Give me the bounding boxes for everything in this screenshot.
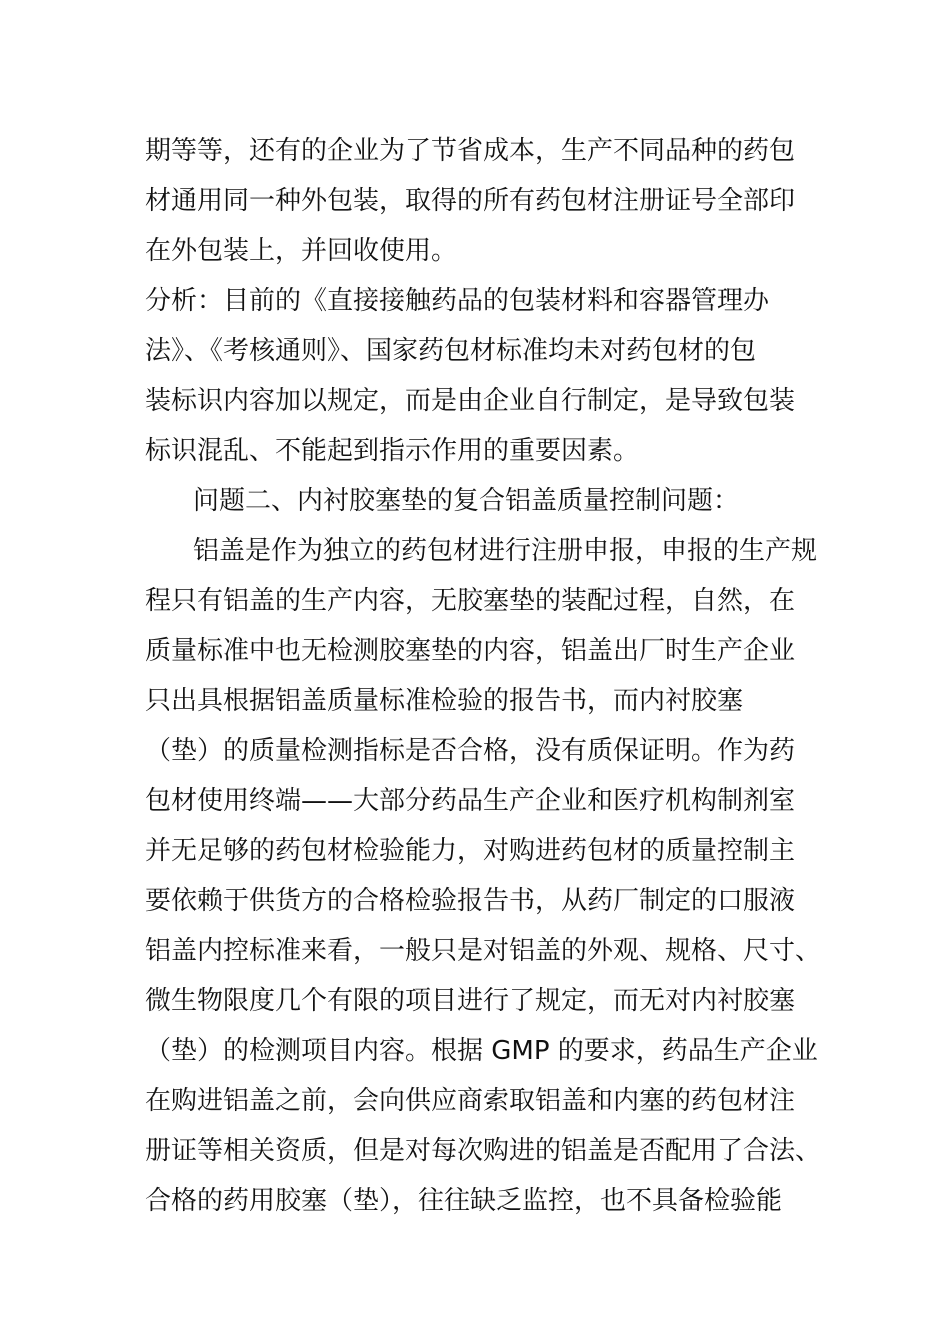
text-line: 质量标准中也无检测胶塞垫的内容，铝盖出厂时生产企业: [145, 636, 796, 666]
text-line: 装标识内容加以规定，而是由企业自行制定，是导致包装: [145, 386, 796, 416]
text-line: 微生物限度几个有限的项目进行了规定，而无对内衬胶塞: [145, 986, 796, 1016]
text-line: 并无足够的药包材检验能力，对购进药包材的质量控制主: [145, 836, 796, 866]
text-line: 合格的药用胶塞（垫），往往缺乏监控，也不具备检验能: [145, 1186, 783, 1216]
text-line: 期等等，还有的企业为了节省成本，生产不同品种的药包: [145, 136, 796, 166]
text-line: 铝盖内控标准来看，一般只是对铝盖的外观、规格、尺寸、: [145, 936, 822, 966]
text-line: 分析：目前的《直接接触药品的包装材料和容器管理办: [145, 286, 770, 316]
text-line: 标识混乱、不能起到指示作用的重要因素。: [145, 436, 640, 466]
text-line: 要依赖于供货方的合格检验报告书，从药厂制定的口服液: [145, 886, 796, 916]
text-line: 程只有铝盖的生产内容，无胶塞垫的装配过程，自然，在: [145, 586, 796, 616]
paragraph-start: 铝盖是作为独立的药包材进行注册申报，申报的生产规: [193, 536, 818, 566]
text-line: 册证等相关资质，但是对每次购进的铝盖是否配用了合法、: [145, 1136, 822, 1166]
text-line: 材通用同一种外包装，取得的所有药包材注册证号全部印: [145, 186, 796, 216]
section-heading: 问题二、内衬胶塞垫的复合铝盖质量控制问题：: [193, 486, 740, 516]
text-line: 包材使用终端——大部分药品生产企业和医疗机构制剂室: [145, 786, 796, 816]
text-line: 在购进铝盖之前，会向供应商索取铝盖和内塞的药包材注: [145, 1086, 796, 1116]
text-line: （垫）的检测项目内容。根据 GMP 的要求，药品生产企业: [145, 1036, 818, 1066]
text-line: 只出具根据铝盖质量标准检验的报告书，而内衬胶塞: [145, 686, 744, 716]
text-line: 法》、《考核通则》、国家药包材标准均未对药包材的包: [145, 336, 757, 366]
text-line: 在外包装上，并回收使用。: [145, 236, 458, 266]
text-line: （垫）的质量检测指标是否合格，没有质保证明。作为药: [145, 736, 796, 766]
